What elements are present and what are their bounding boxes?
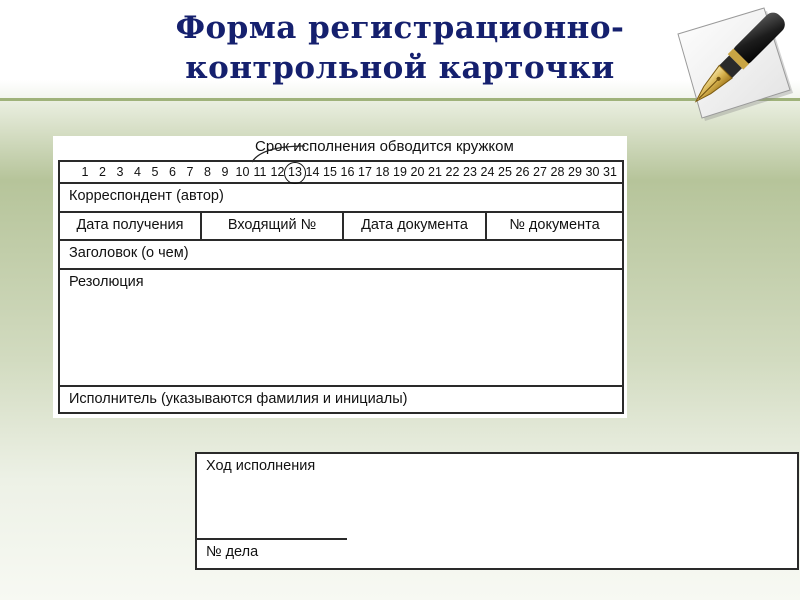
day-number: 23: [463, 165, 477, 179]
day-number: 16: [340, 165, 355, 179]
day-number: 4: [134, 165, 141, 179]
day-number: 7: [186, 165, 194, 179]
day-number: 25: [498, 165, 512, 179]
column-received-date: Дата получения: [60, 213, 202, 239]
column-document-date: Дата документа: [344, 213, 487, 239]
day-number: 18: [375, 165, 390, 179]
day-number: 2: [99, 165, 106, 179]
day-number: 1: [81, 165, 89, 179]
day-number: 22: [445, 165, 460, 179]
registration-fields-row: [58, 213, 624, 241]
circled-day-marker: [284, 162, 306, 184]
day-number: 31: [603, 165, 617, 179]
day-number: 29: [568, 165, 582, 179]
column-incoming-number: Входящий №: [202, 213, 344, 239]
day-number: 24: [480, 165, 495, 179]
executor-label: Исполнитель (указываются фамилия и инициалы): [69, 391, 408, 407]
column-document-number: № документа: [509, 217, 600, 233]
heading-row: [58, 241, 624, 270]
day-number: 14: [305, 165, 320, 179]
title-line-1: Форма регистрационно-: [175, 10, 625, 46]
day-number: 10: [235, 165, 250, 179]
progress-label: Ход исполнения: [206, 458, 316, 474]
title-line-2: контрольной карточки: [185, 50, 615, 86]
deadline-days-row: [58, 160, 624, 184]
resolution-label: Резолюция: [69, 274, 144, 290]
day-number: 3: [116, 165, 124, 179]
progress-card: [195, 452, 799, 570]
day-number: 12: [270, 165, 285, 179]
case-number-label: № дела: [206, 544, 259, 560]
day-number: 11: [253, 165, 267, 179]
correspondent-label: Корреспондент (автор): [69, 188, 224, 204]
deadline-caption: Срок исполнения обводится кружком: [255, 138, 514, 155]
day-number: 26: [515, 165, 530, 179]
day-number: 6: [169, 165, 176, 179]
day-number: 20: [410, 165, 425, 179]
day-number: 19: [393, 165, 407, 179]
day-number: 30: [585, 165, 600, 179]
correspondent-row: [58, 184, 624, 213]
day-number: 13: [288, 165, 302, 179]
day-number: 8: [204, 165, 211, 179]
day-number: 5: [151, 165, 159, 179]
executor-row: [58, 387, 624, 414]
resolution-row: [58, 270, 624, 387]
day-number: 27: [533, 165, 547, 179]
day-number: 28: [550, 165, 565, 179]
heading-label: Заголовок (о чем): [69, 245, 189, 261]
day-number: 9: [221, 165, 229, 179]
day-number: 15: [323, 165, 337, 179]
progress-divider: [197, 538, 347, 540]
day-number: 21: [428, 165, 442, 179]
day-number: 17: [358, 165, 372, 179]
